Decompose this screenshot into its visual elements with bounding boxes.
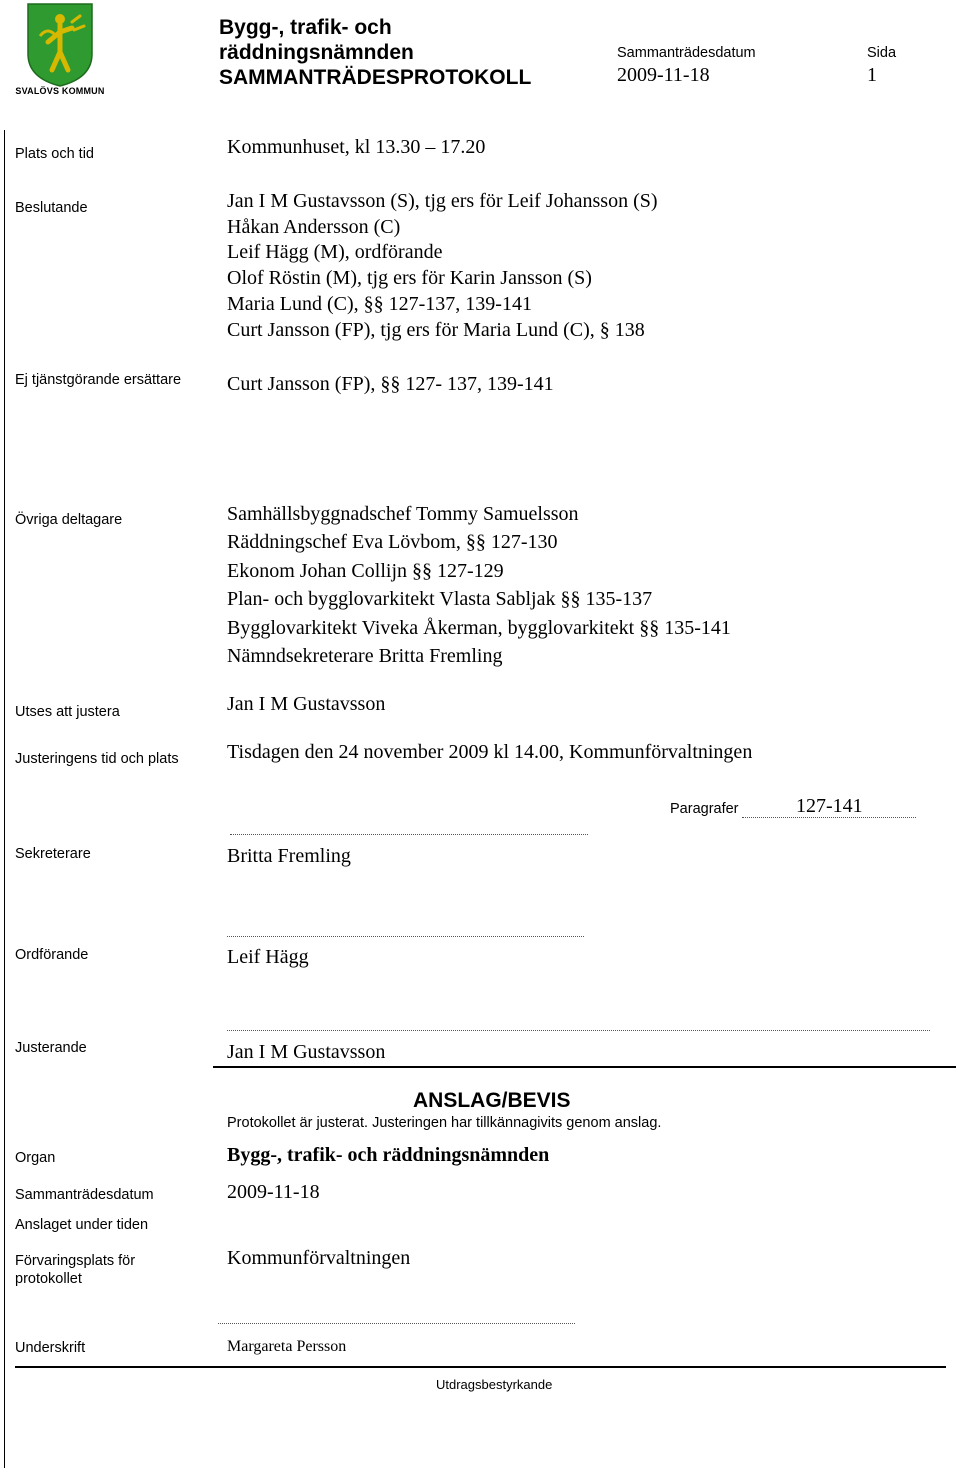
storage-place: Kommunförvaltningen: [227, 1247, 411, 1269]
other-participant: Bygglovarkitekt Viveka Åkerman, bygglovarkitekt §§ 135-141: [227, 616, 731, 639]
committee-name: [219, 15, 531, 90]
chair-signature-line: [227, 936, 584, 937]
meeting-date-label: Sammanträdesdatum: [617, 45, 756, 61]
signing-adjuster-name: Jan I M Gustavsson: [227, 1041, 386, 1063]
committee-name-line2: räddningsnämnden: [219, 41, 414, 64]
secretary-name: Britta Fremling: [227, 845, 351, 867]
notice-signature-line: [218, 1323, 575, 1324]
other-participant: Nämndsekreterare Britta Fremling: [227, 645, 503, 668]
certified-extract: Utdragsbestyrkande: [436, 1377, 553, 1392]
place-time: Kommunhuset, kl 13.30 – 17.20: [227, 136, 486, 158]
organ-label: Organ: [15, 1150, 56, 1166]
notice-title: ANSLAG/BEVIS: [413, 1089, 571, 1112]
committee-name-line1: Bygg-, trafik- och: [219, 16, 392, 39]
deciding-member: Curt Jansson (FP), tjg ers för Maria Lund (C), § 138: [227, 318, 645, 341]
organ: Bygg-, trafik- och räddningsnämnden: [227, 1144, 550, 1166]
other-participant: Ekonom Johan Collijn §§ 127-129: [227, 559, 504, 582]
paragraphs: 127-141: [796, 795, 863, 817]
deciding-member: Maria Lund (C), §§ 127-137, 139-141: [227, 292, 532, 315]
adjust-time-label: Justeringens tid och plats: [15, 751, 179, 767]
other-participant: Samhällsbyggnadschef Tommy Samuelsson: [227, 503, 579, 525]
footer-divider: [15, 1366, 946, 1368]
storage-label-line2: protokollet: [15, 1271, 82, 1287]
notice-statement: Protokollet är justerat. Justeringen har tillkännagivits genom anslag.: [227, 1115, 662, 1131]
notice-meeting-date: 2009-11-18: [227, 1181, 320, 1203]
substitutes: Curt Jansson (FP), §§ 127- 137, 139-141: [227, 373, 554, 395]
storage-label: [15, 1252, 135, 1288]
logo-caption: SVALÖVS KOMMUN: [15, 86, 105, 96]
section-divider: [213, 1066, 956, 1068]
deciding-member: Jan I M Gustavsson (S), tjg ers för Leif Johansson (S): [227, 190, 658, 212]
adjuster-signature-line: [227, 1030, 930, 1031]
signing-adjuster-label: Justerande: [15, 1040, 87, 1056]
chair-name: Leif Hägg: [227, 946, 309, 968]
meeting-date: 2009-11-18: [617, 64, 710, 86]
other-participant: Plan- och bygglovarkitekt Vlasta Sabljak §§ 135-137: [227, 588, 653, 611]
paragraphs-label: Paragrafer: [670, 801, 739, 817]
posted-period-label: Anslaget under tiden: [15, 1217, 149, 1233]
secretary-label: Sekreterare: [15, 846, 91, 862]
page-label: Sida: [867, 45, 897, 61]
deciding-member: Håkan Andersson (C): [227, 215, 401, 238]
deciding-member: Leif Hägg (M), ordförande: [227, 241, 443, 264]
chair-label: Ordförande: [15, 947, 89, 963]
storage-label-line1: Förvaringsplats för: [15, 1253, 136, 1269]
place-time-label: Plats och tid: [15, 146, 94, 162]
others-list: [227, 500, 731, 670]
adjust-time: Tisdagen den 24 november 2009 kl 14.00, Kommunförvaltningen: [227, 741, 753, 763]
left-border: [4, 130, 5, 1468]
adjuster: Jan I M Gustavsson: [227, 693, 386, 715]
adjuster-label: Utses att justera: [15, 704, 120, 720]
secretary-signature-line: [230, 834, 588, 835]
other-participant: Räddningschef Eva Lövbom, §§ 127-130: [227, 531, 558, 554]
page-number: 1: [867, 64, 877, 86]
deciding-member: Olof Röstin (M), tjg ers för Karin Jansson (S): [227, 267, 592, 290]
document-type: SAMMANTRÄDESPROTOKOLL: [219, 66, 532, 89]
deciding-label: Beslutande: [15, 200, 88, 216]
signature-name: Margareta Persson: [227, 1338, 347, 1355]
others-label: Övriga deltagare: [15, 512, 123, 528]
deciding-list: [227, 189, 658, 343]
signature-label: Underskrift: [15, 1340, 86, 1356]
coat-of-arms-icon: [8, 2, 112, 98]
paragraphs-underline: [742, 817, 916, 818]
municipality-logo: [8, 2, 112, 98]
notice-meeting-date-label: Sammanträdesdatum: [15, 1187, 154, 1203]
substitutes-label: Ej tjänstgörande ersättare: [15, 372, 182, 388]
